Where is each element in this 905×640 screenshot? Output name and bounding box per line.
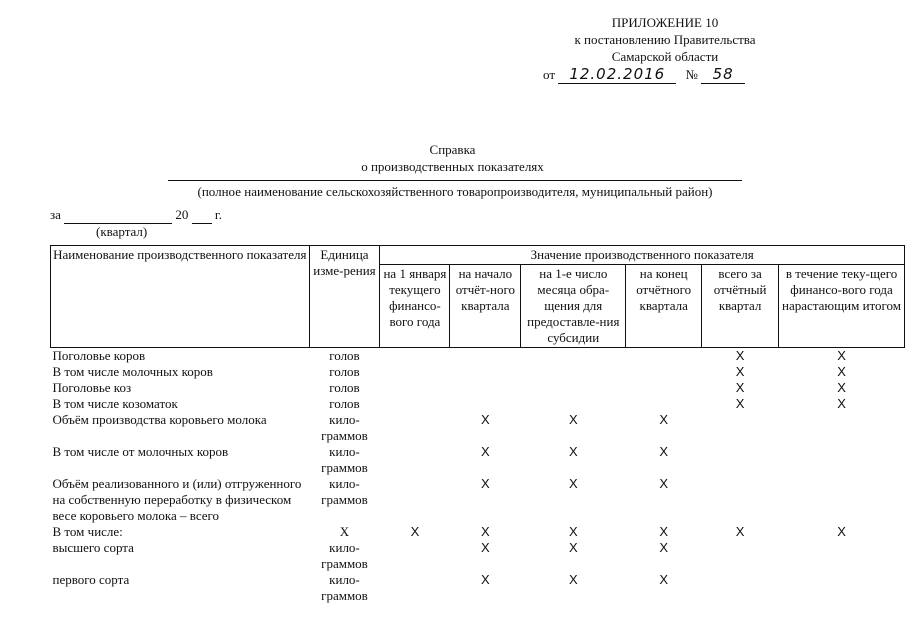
value-cell-5: X: [735, 348, 745, 363]
value-cell-2: X: [481, 572, 490, 587]
indicators-table: [50, 245, 905, 604]
value-cell-6: X: [837, 348, 846, 363]
value-cell-2: X: [481, 540, 490, 555]
value-cell-4: X: [659, 476, 669, 491]
indicator-name: Объём производства коровьего молока: [52, 412, 267, 427]
value-cell-4: X: [659, 412, 669, 427]
value-cell-5: X: [735, 380, 745, 395]
table-row: [51, 524, 905, 540]
indicator-unit: кило-граммов: [321, 540, 368, 571]
subheader-col-4: на конец отчётного квартала: [626, 265, 702, 348]
indicator-name: В том числе козоматок: [52, 396, 178, 411]
indicator-unit: X: [339, 524, 350, 539]
number-label: №: [685, 67, 698, 82]
value-cell-6: [779, 572, 905, 604]
indicator-name: первого сорта: [52, 572, 130, 587]
value-cell-5: [702, 540, 779, 572]
header-unit: Единица изме-рения: [309, 246, 380, 348]
year-field: [192, 207, 212, 224]
value-cell-2: X: [481, 412, 490, 427]
table-row: [51, 412, 905, 444]
value-cell-2: X: [481, 444, 490, 459]
value-cell-2: X: [481, 476, 490, 491]
table-row: [51, 540, 905, 572]
value-cell-1: [380, 476, 450, 524]
indicator-unit: голов: [329, 348, 360, 363]
value-cell-3: X: [568, 572, 578, 587]
table-body: [51, 348, 905, 605]
from-label: от: [543, 67, 556, 82]
value-cell-5: [702, 476, 779, 524]
value-cell-6: X: [837, 524, 846, 539]
value-cell-6: X: [837, 396, 846, 411]
resolution-line: к постановлению Правительства: [574, 32, 756, 47]
value-cell-4: [626, 396, 702, 412]
value-cell-2: X: [481, 524, 490, 539]
value-cell-4: X: [659, 524, 669, 539]
value-cell-1: [380, 540, 450, 572]
value-cell-3: X: [568, 444, 578, 459]
value-cell-3: [521, 380, 626, 396]
table-row: [51, 364, 905, 380]
subheader-col-3: на 1-е число месяца обра-щения для предоставле-ния субсидии: [521, 265, 626, 348]
subheader-col-6: в течение теку-щего финансо-вого года нарастающим итогом: [779, 265, 905, 348]
value-cell-1: [380, 348, 450, 365]
value-cell-3: [521, 348, 626, 365]
period-suffix: г.: [214, 207, 223, 222]
resolution-date-line: [543, 65, 745, 84]
value-cell-1: X: [410, 524, 420, 539]
table-row: [51, 348, 905, 365]
value-cell-6: [779, 444, 905, 476]
value-cell-6: [779, 412, 905, 444]
value-cell-1: [380, 364, 450, 380]
indicator-unit: голов: [329, 364, 360, 379]
table-row: [51, 444, 905, 476]
resolution-number: 58: [701, 65, 745, 84]
resolution-date: 12.02.2016: [558, 65, 676, 84]
value-cell-4: [626, 364, 702, 380]
value-cell-5: [702, 572, 779, 604]
indicator-unit: голов: [329, 380, 360, 395]
subheader-col-1: на 1 января текущего финансо-вого года: [380, 265, 450, 348]
value-cell-6: [779, 476, 905, 524]
indicator-unit: голов: [329, 396, 360, 411]
indicator-unit: кило-граммов: [321, 572, 368, 603]
table-row: [51, 396, 905, 412]
value-cell-6: X: [837, 364, 846, 379]
fullname-caption: (полное наименование сельскохозяйственного товаропроизводителя, муниципальный район): [168, 180, 742, 200]
value-cell-1: [380, 572, 450, 604]
value-cell-3: X: [568, 412, 578, 427]
period-year: 20: [175, 207, 189, 222]
quarter-caption: (квартал): [96, 224, 148, 239]
subheader-col-2: на начало отчёт-ного квартала: [450, 265, 521, 348]
value-cell-2: [450, 364, 521, 380]
value-cell-4: X: [659, 444, 669, 459]
table-row: [51, 572, 905, 604]
value-cell-5: X: [735, 364, 745, 379]
value-cell-5: X: [735, 524, 745, 539]
value-cell-3: [521, 396, 626, 412]
period-prefix: за: [50, 207, 61, 222]
indicator-unit: кило-граммов: [321, 444, 368, 475]
indicator-name: В том числе от молочных коров: [52, 444, 229, 459]
value-cell-3: X: [568, 540, 578, 555]
value-cell-6: X: [837, 380, 846, 395]
indicator-unit: кило-граммов: [321, 412, 368, 443]
value-cell-2: [450, 396, 521, 412]
appendix-title: ПРИЛОЖЕНИЕ 10: [611, 15, 719, 30]
value-cell-4: [626, 348, 702, 365]
appendix-header: [545, 14, 785, 65]
region-line: Самарской области: [611, 49, 719, 64]
doc-title: Справка: [429, 142, 476, 157]
period-line: [50, 207, 222, 224]
value-cell-3: [521, 364, 626, 380]
indicator-name: Объём реализованного и (или) отгруженного на собственную переработку в физическом весе коровьего молока – всего: [52, 476, 302, 523]
value-cell-2: [450, 380, 521, 396]
value-cell-1: [380, 380, 450, 396]
doc-subtitle: о производственных показателях: [361, 159, 544, 174]
value-cell-4: X: [659, 572, 669, 587]
value-cell-4: [626, 380, 702, 396]
indicator-name: высшего сорта: [52, 540, 134, 555]
indicator-name: Поголовье коз: [52, 380, 132, 395]
value-cell-3: X: [568, 476, 578, 491]
quarter-field: [64, 207, 172, 224]
subheader-col-5: всего за отчётный квартал: [702, 265, 779, 348]
table-row: [51, 476, 905, 524]
value-cell-1: [380, 412, 450, 444]
value-cell-3: X: [568, 524, 578, 539]
value-cell-5: X: [735, 396, 745, 411]
indicator-name: В том числе молочных коров: [52, 364, 213, 379]
value-cell-1: [380, 444, 450, 476]
value-cell-5: [702, 412, 779, 444]
value-cell-2: [450, 348, 521, 365]
header-value-group: Значение производственного показателя: [380, 246, 905, 265]
indicator-name: Поголовье коров: [52, 348, 146, 363]
header-indicator-name: Наименование производственного показателя: [51, 246, 310, 348]
value-cell-5: [702, 444, 779, 476]
indicator-name: В том числе:: [52, 524, 123, 539]
indicator-unit: кило-граммов: [321, 476, 368, 507]
value-cell-1: [380, 396, 450, 412]
value-cell-4: X: [659, 540, 669, 555]
table-row: [51, 380, 905, 396]
value-cell-6: [779, 540, 905, 572]
